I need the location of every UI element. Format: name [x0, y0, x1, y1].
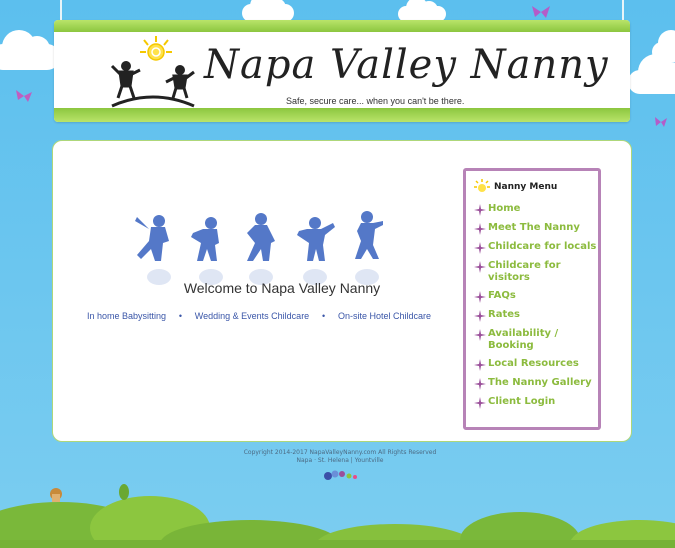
menu-item-label[interactable]: Availability / Booking	[488, 328, 559, 351]
butterfly-icon	[654, 116, 668, 128]
menu-item-childcare-locals[interactable]	[474, 241, 598, 254]
menu-list	[466, 197, 598, 409]
service-separator: •	[178, 311, 182, 321]
menu-item-nanny-gallery[interactable]	[474, 377, 598, 390]
menu-item-label[interactable]: Meet The Nanny	[488, 222, 580, 233]
menu-item-faqs[interactable]	[474, 290, 598, 303]
star-bullet-icon	[474, 242, 486, 254]
menu-header	[466, 171, 598, 197]
site-footer	[200, 449, 480, 465]
star-bullet-icon	[474, 397, 486, 409]
menu-item-label[interactable]: Childcare for visitors	[488, 260, 561, 283]
main-content-panel	[52, 140, 632, 442]
cloud-decoration	[652, 42, 675, 62]
star-bullet-icon	[474, 378, 486, 390]
service-item: Wedding & Events Childcare	[194, 311, 310, 321]
sun-icon	[474, 179, 490, 195]
logo-kids-sun-icon[interactable]	[110, 34, 196, 110]
menu-title: Nanny Menu	[494, 182, 558, 192]
star-bullet-icon	[474, 261, 486, 273]
star-bullet-icon	[474, 329, 486, 341]
nanny-menu	[463, 168, 601, 430]
menu-item-childcare-visitors[interactable]	[474, 260, 598, 284]
banner-top-bar	[54, 20, 630, 32]
menu-item-label[interactable]: Childcare for locals	[488, 241, 597, 252]
site-tagline: Safe, secure care... when you can't be there.	[286, 96, 465, 106]
menu-item-label[interactable]: The Nanny Gallery	[488, 377, 592, 388]
menu-item-rates[interactable]	[474, 309, 598, 322]
menu-item-client-login[interactable]	[474, 396, 598, 409]
star-bullet-icon	[474, 204, 486, 216]
green-hills-decoration	[0, 470, 675, 548]
menu-item-availability-booking[interactable]	[474, 328, 598, 352]
menu-item-local-resources[interactable]	[474, 358, 598, 371]
butterfly-icon	[530, 4, 552, 20]
service-item: On-site Hotel Childcare	[337, 311, 431, 321]
butterfly-icon	[14, 88, 34, 104]
service-separator: •	[322, 311, 326, 321]
welcome-heading: Welcome to Napa Valley Nanny	[183, 280, 381, 296]
banner-rope	[60, 0, 62, 22]
cloud-decoration	[628, 70, 675, 94]
star-bullet-icon	[474, 291, 486, 303]
star-bullet-icon	[474, 359, 486, 371]
cloud-decoration	[0, 44, 60, 70]
copyright-text: Copyright 2014-2017 NapaValleyNanny.com All Rights Reserved	[243, 449, 437, 456]
service-item: In home Babysitting	[87, 311, 167, 321]
star-bullet-icon	[474, 310, 486, 322]
services-line	[87, 311, 431, 321]
footer-locations: Napa · St. Helena | Yountville	[296, 457, 384, 464]
menu-item-label[interactable]: Client Login	[488, 396, 556, 407]
banner-rope	[622, 0, 624, 22]
banner-bottom-bar	[54, 108, 630, 122]
site-header-banner	[54, 20, 630, 122]
menu-item-home[interactable]	[474, 203, 598, 216]
menu-item-label[interactable]: Rates	[488, 309, 520, 320]
star-bullet-icon	[474, 223, 486, 235]
site-title: Napa Valley Nanny	[204, 42, 609, 88]
menu-item-meet-the-nanny[interactable]	[474, 222, 598, 235]
dancing-kids-illustration	[131, 211, 391, 291]
menu-item-label[interactable]: FAQs	[488, 290, 516, 301]
menu-item-label[interactable]: Home	[488, 203, 521, 214]
menu-item-label[interactable]: Local Resources	[488, 358, 579, 369]
